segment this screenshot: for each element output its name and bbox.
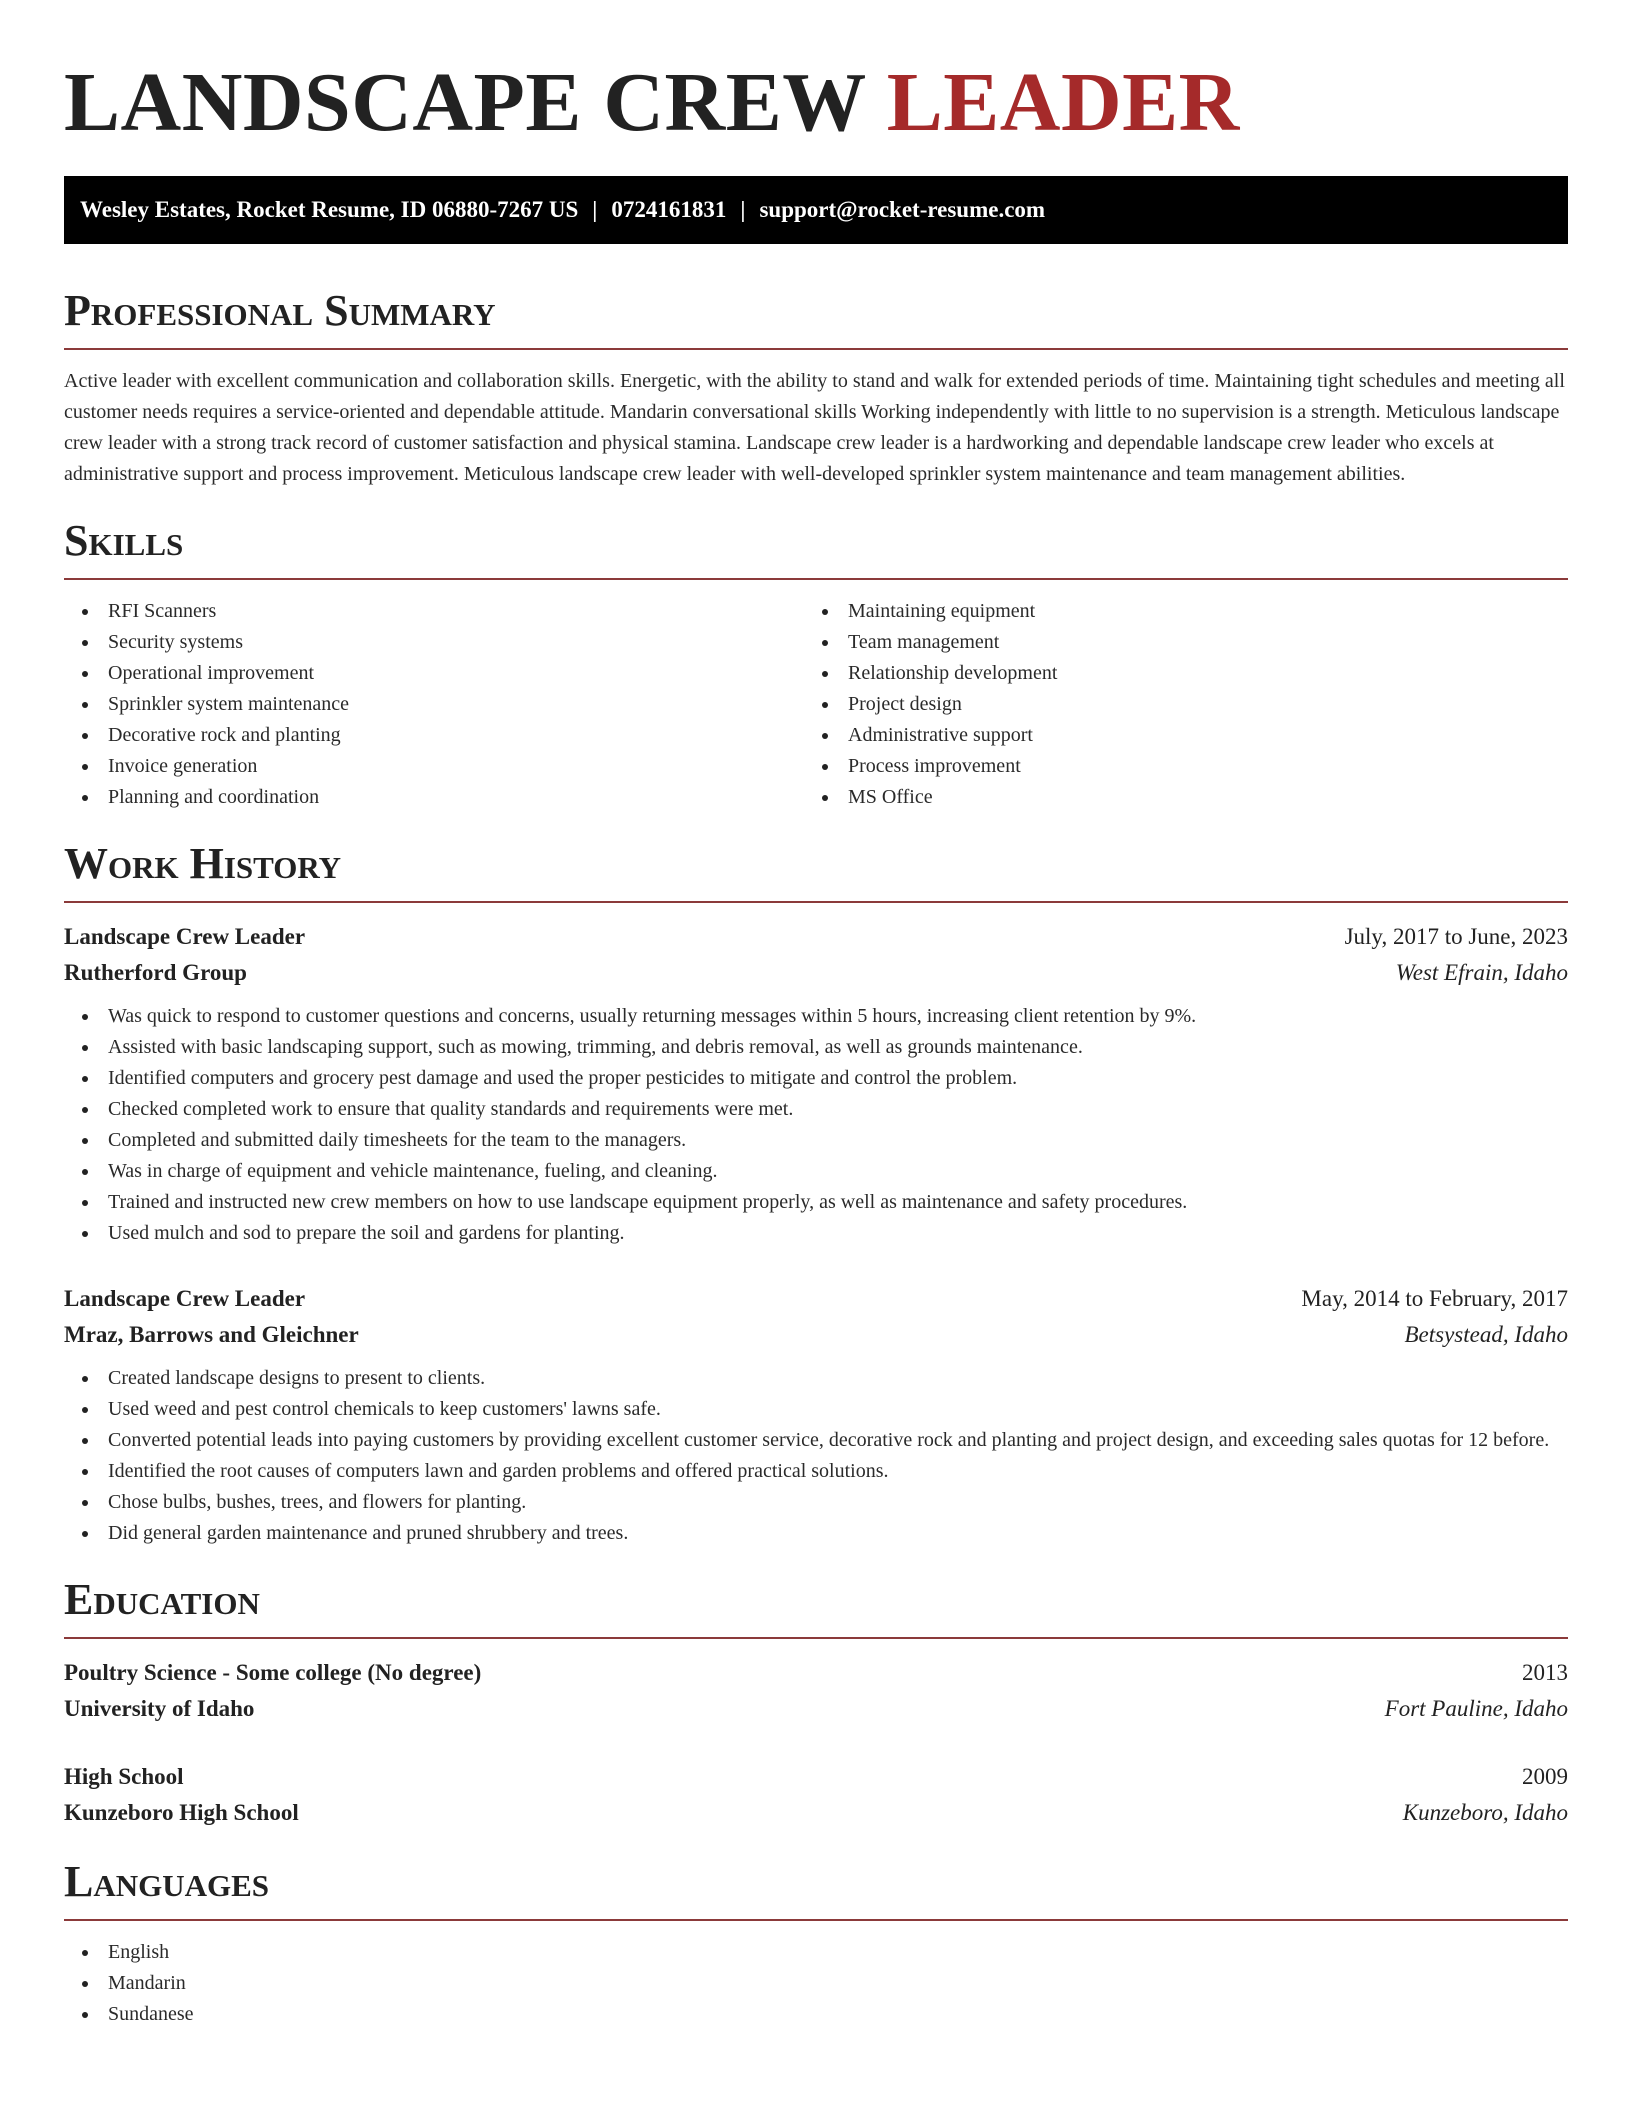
job-bullet: Identified the root causes of computers lawn and garden problems and offered practical solutions. <box>64 1456 1568 1487</box>
skill-item: Planning and coordination <box>64 782 804 813</box>
skill-item: Security systems <box>64 627 804 658</box>
section-divider <box>64 901 1568 903</box>
contact-separator: | <box>592 197 598 222</box>
job-bullet: Trained and instructed new crew members on how to use landscape equipment properly, as well as maintenance and safety procedures. <box>64 1187 1568 1218</box>
education-year: 2013 <box>1522 1660 1568 1685</box>
job-bullet: Was quick to respond to customer questions and concerns, usually returning messages within 5 hours, increasing client retention by 9%. <box>64 1001 1568 1032</box>
job-header-row <box>64 1281 1568 1317</box>
education-location: Kunzeboro, Idaho <box>1402 1800 1568 1825</box>
contact-email: support@rocket-resume.com <box>759 197 1046 222</box>
job-bullet: Completed and submitted daily timesheets for the team to the managers. <box>64 1125 1568 1156</box>
job-company: Rutherford Group <box>64 960 247 985</box>
skill-item: Operational improvement <box>64 658 804 689</box>
education-heading: Education <box>64 1575 260 1624</box>
skill-item: Decorative rock and planting <box>64 720 804 751</box>
education-degree: High School <box>64 1764 184 1789</box>
skill-item: Maintaining equipment <box>804 596 1544 627</box>
language-item: English <box>64 1937 1568 1968</box>
job-bullet: Created landscape designs to present to clients. <box>64 1363 1568 1394</box>
education-location: Fort Pauline, Idaho <box>1384 1696 1568 1721</box>
education-entry <box>64 1655 1568 1727</box>
contact-bar <box>64 176 1568 244</box>
job-bullet: Converted potential leads into paying customers by providing excellent customer service, decorative rock and planting and project design, and exceeding sales quotas for 12 before. <box>64 1425 1568 1456</box>
job-bullet: Chose bulbs, bushes, trees, and flowers for planting. <box>64 1487 1568 1518</box>
education-school-row <box>64 1795 1568 1831</box>
resume-page <box>64 0 1568 2030</box>
education-school: University of Idaho <box>64 1696 255 1721</box>
skills-grid <box>64 596 1568 813</box>
section-divider <box>64 578 1568 580</box>
job-company-row <box>64 955 1568 991</box>
languages-heading: Languages <box>64 1857 270 1906</box>
skill-item: Project design <box>804 689 1544 720</box>
job-dates: July, 2017 to June, 2023 <box>1344 924 1568 949</box>
job-location: Betsystead, Idaho <box>1404 1322 1568 1347</box>
education-school: Kunzeboro High School <box>64 1800 299 1825</box>
languages-list <box>64 1937 1568 2030</box>
education-degree-row <box>64 1759 1568 1795</box>
language-item: Mandarin <box>64 1968 1568 1999</box>
job-bullet: Identified computers and grocery pest damage and used the proper pesticides to mitigate and control the problem. <box>64 1063 1568 1094</box>
job-dates: May, 2014 to February, 2017 <box>1301 1286 1568 1311</box>
education-entry <box>64 1759 1568 1831</box>
job-company: Mraz, Barrows and Gleichner <box>64 1322 359 1347</box>
job-entry <box>64 1281 1568 1549</box>
section-divider <box>64 348 1568 350</box>
contact-separator: | <box>740 197 746 222</box>
skill-item: Relationship development <box>804 658 1544 689</box>
skills-list-right <box>804 596 1544 813</box>
education-degree: Poultry Science - Some college (No degree) <box>64 1660 482 1685</box>
job-title: Landscape Crew Leader <box>64 1286 306 1311</box>
skill-item: Process improvement <box>804 751 1544 782</box>
skill-item: RFI Scanners <box>64 596 804 627</box>
job-bullet-list <box>64 1001 1568 1249</box>
skill-item: Administrative support <box>804 720 1544 751</box>
job-bullet: Checked completed work to ensure that quality standards and requirements were met. <box>64 1094 1568 1125</box>
job-company-row <box>64 1317 1568 1353</box>
contact-phone: 0724161831 <box>611 197 727 222</box>
contact-address: Wesley Estates, Rocket Resume, ID 06880-7267 US <box>80 197 579 222</box>
language-item: Sundanese <box>64 1999 1568 2030</box>
skills-list-left <box>64 596 804 813</box>
section-divider <box>64 1919 1568 1921</box>
skill-item: Team management <box>804 627 1544 658</box>
name-part-2: LEADER <box>886 56 1240 149</box>
job-bullet: Used mulch and sod to prepare the soil and gardens for planting. <box>64 1218 1568 1249</box>
skill-item: MS Office <box>804 782 1544 813</box>
job-entry <box>64 919 1568 1249</box>
resume-name-heading <box>64 58 1568 148</box>
job-bullet: Used weed and pest control chemicals to keep customers' lawns safe. <box>64 1394 1568 1425</box>
skill-item: Invoice generation <box>64 751 804 782</box>
job-location: West Efrain, Idaho <box>1395 960 1568 985</box>
summary-heading: Professional Summary <box>64 286 496 335</box>
name-part-1: LANDSCAPE CREW <box>64 56 866 149</box>
section-divider <box>64 1637 1568 1639</box>
education-school-row <box>64 1691 1568 1727</box>
job-bullet: Did general garden maintenance and pruned shrubbery and trees. <box>64 1518 1568 1549</box>
job-bullet: Was in charge of equipment and vehicle maintenance, fueling, and cleaning. <box>64 1156 1568 1187</box>
education-degree-row <box>64 1655 1568 1691</box>
skill-item: Sprinkler system maintenance <box>64 689 804 720</box>
work-history-heading: Work History <box>64 839 342 888</box>
summary-text: Active leader with excellent communication and collaboration skills. Energetic, with the ability to stand and walk for extended periods of time. Maintaining tight schedules and meeting all customer needs requires a service-oriented and dependable attitude. Mandarin conversational skills Working independently with little to no supervision is a strength. Meticulous landscape crew leader with a strong track record of customer satisfaction and physical stamina. Landscape crew leader is a hardworking and dependable landscape crew leader who excels at administrative support and process improvement. Meticulous landscape crew leader with well-developed sprinkler system maintenance and team management abilities. <box>64 370 1565 485</box>
skills-heading: Skills <box>64 516 184 565</box>
education-year: 2009 <box>1522 1764 1568 1789</box>
job-title: Landscape Crew Leader <box>64 924 306 949</box>
job-header-row <box>64 919 1568 955</box>
job-bullet: Assisted with basic landscaping support, such as mowing, trimming, and debris removal, as well as grounds maintenance. <box>64 1032 1568 1063</box>
job-bullet-list <box>64 1363 1568 1549</box>
